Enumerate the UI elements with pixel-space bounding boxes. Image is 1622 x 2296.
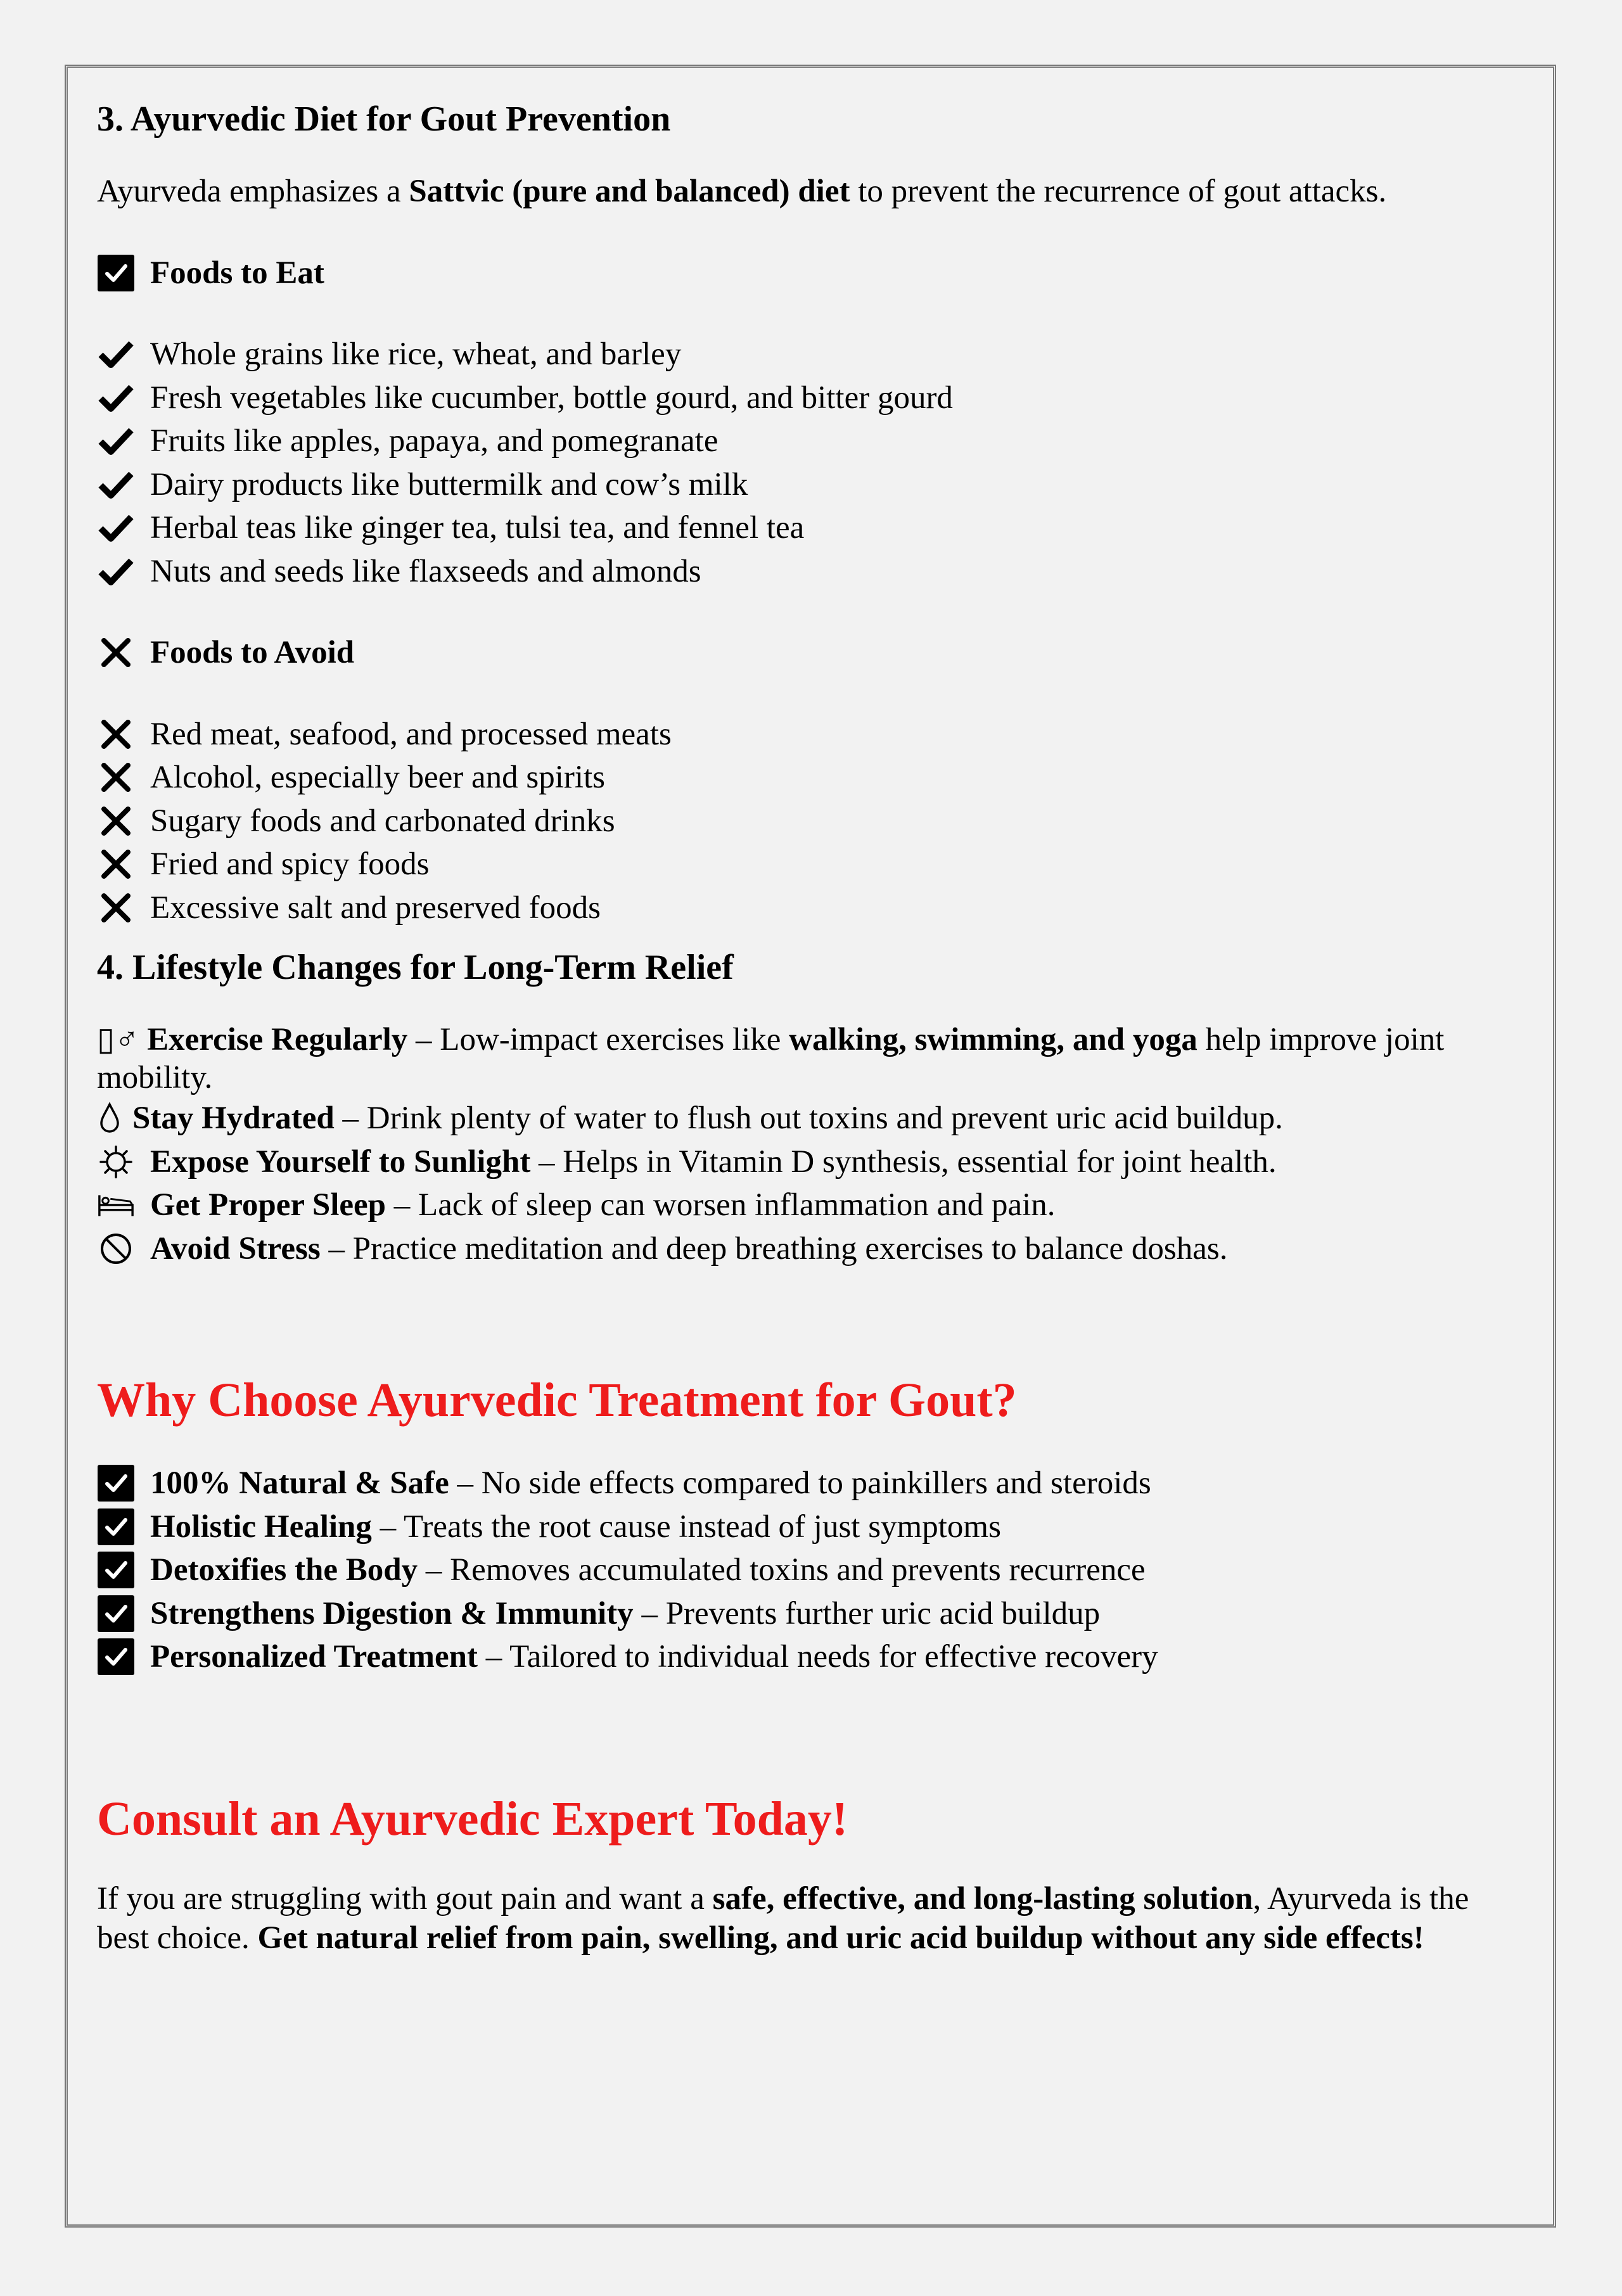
lifestyle-item-bold: Exercise Regularly	[147, 1022, 408, 1057]
lifestyle-item-bold: walking, swimming, and yoga	[789, 1022, 1197, 1057]
checkbox-checked-icon	[97, 1551, 135, 1589]
lifestyle-item-text: – Low-impact exercises like	[407, 1022, 789, 1057]
lifestyle-item	[97, 1140, 1510, 1184]
list-item	[97, 713, 1510, 756]
diet-intro-text: Ayurveda emphasizes a	[97, 174, 409, 209]
benefit-item	[97, 1635, 1510, 1679]
sun-icon	[97, 1143, 135, 1181]
consult-text: , Ayurveda is the best choice.	[97, 1880, 1469, 1956]
list-item-text: Nuts and seeds like flaxseeds and almonds	[150, 553, 701, 589]
consult-heading: Consult an Ayurvedic Expert Today!	[97, 1792, 848, 1846]
list-item-text: Whole grains like rice, wheat, and barley	[150, 336, 682, 372]
list-item	[97, 333, 1510, 376]
list-item	[97, 886, 1510, 930]
list-item	[97, 550, 1510, 594]
list-item-text: Excessive salt and preserved foods	[150, 890, 601, 926]
check-mark-icon	[97, 379, 135, 417]
person-exercising-icon: ▯♂	[97, 1022, 139, 1057]
list-item-text: Sugary foods and carbonated drinks	[150, 803, 615, 839]
diet-intro-suffix: to prevent the recurrence of gout attacks.	[850, 174, 1387, 209]
cross-mark-icon	[97, 758, 135, 796]
diet-heading: 3. Ayurvedic Diet for Gout Prevention	[97, 99, 671, 139]
lifestyle-item	[97, 1227, 1510, 1271]
lifestyle-item-bold: Get Proper Sleep	[150, 1187, 386, 1223]
lifestyle-item-bold: Stay Hydrated	[132, 1100, 335, 1136]
benefit-item-text: – Prevents further uric acid buildup	[633, 1595, 1101, 1631]
list-item-text: Dairy products like buttermilk and cow’s milk	[150, 466, 748, 502]
benefit-item-text: – No side effects compared to painkillers and steroids	[449, 1465, 1151, 1501]
benefit-item-bold: Strengthens Digestion & Immunity	[150, 1595, 634, 1631]
benefit-item-text: – Removes accumulated toxins and prevents recurrence	[418, 1552, 1146, 1588]
consult-bold: Get natural relief from pain, swelling, and uric acid buildup without any side effects!	[257, 1920, 1424, 1956]
foods-to-avoid-label: Foods to Avoid	[150, 635, 355, 670]
foods-to-eat-title	[97, 252, 1510, 295]
cross-mark-icon	[97, 715, 135, 753]
checkbox-checked-icon	[97, 1508, 135, 1546]
bed-icon	[97, 1186, 135, 1224]
foods-to-eat-list	[97, 333, 1510, 593]
lifestyle-item-text: – Practice meditation and deep breathing exercises to balance doshas.	[320, 1230, 1228, 1266]
list-item	[97, 376, 1510, 420]
lifestyle-heading: 4. Lifestyle Changes for Long-Term Relief	[97, 948, 734, 987]
checkbox-checked-icon	[97, 1464, 135, 1502]
cross-mark-icon	[97, 845, 135, 883]
water-drop-icon	[97, 1099, 122, 1137]
lifestyle-item-text: – Drink plenty of water to flush out toxins and prevent uric acid buildup.	[334, 1100, 1283, 1136]
foods-to-eat-label: Foods to Eat	[150, 255, 324, 291]
why-choose-list	[97, 1462, 1510, 1679]
document-content	[97, 95, 1510, 1958]
check-mark-icon	[97, 509, 135, 547]
benefit-item	[97, 1462, 1510, 1505]
diet-intro	[97, 170, 1510, 214]
consult-paragraph	[97, 1879, 1510, 1958]
why-choose-heading: Why Choose Ayurvedic Treatment for Gout?	[97, 1374, 1017, 1427]
lifestyle-item-bold: Avoid Stress	[150, 1230, 321, 1266]
benefit-item-text: – Tailored to individual needs for effective recovery	[477, 1639, 1158, 1674]
check-mark-icon	[97, 466, 135, 504]
consult-bold: safe, effective, and long-lasting solution	[712, 1880, 1253, 1917]
no-entry-icon	[97, 1230, 135, 1268]
benefit-item	[97, 1548, 1510, 1592]
benefit-item-bold: Holistic Healing	[150, 1508, 372, 1545]
benefit-item-bold: 100% Natural & Safe	[150, 1465, 449, 1501]
list-item-text: Alcohol, especially beer and spirits	[150, 760, 606, 795]
lifestyle-list	[97, 1021, 1510, 1270]
lifestyle-item-exercise	[97, 1021, 1510, 1097]
lifestyle-item-bold: Expose Yourself to Sunlight	[150, 1144, 531, 1180]
benefit-item-text: – Treats the root cause instead of just symptoms	[371, 1508, 1001, 1545]
list-item	[97, 756, 1510, 800]
list-item-text: Fresh vegetables like cucumber, bottle gourd, and bitter gourd	[150, 379, 953, 416]
benefit-item-bold: Detoxifies the Body	[150, 1552, 418, 1588]
check-mark-icon	[97, 552, 135, 590]
foods-to-avoid-title	[97, 631, 1510, 675]
lifestyle-item-text: – Helps in Vitamin D synthesis, essential for joint health.	[530, 1144, 1277, 1180]
checkbox-checked-icon	[97, 254, 135, 292]
list-item-text: Fried and spicy foods	[150, 846, 430, 882]
list-item-text: Herbal teas like ginger tea, tulsi tea, and fennel tea	[150, 510, 805, 545]
cross-mark-icon	[97, 889, 135, 927]
benefit-item-bold: Personalized Treatment	[150, 1639, 478, 1674]
benefit-item	[97, 1505, 1510, 1549]
list-item	[97, 463, 1510, 507]
list-item	[97, 419, 1510, 463]
list-item-text: Fruits like apples, papaya, and pomegranate	[150, 423, 718, 459]
list-item	[97, 506, 1510, 550]
cross-mark-icon	[97, 802, 135, 840]
lifestyle-item	[97, 1097, 1510, 1140]
list-item	[97, 800, 1510, 843]
benefit-item	[97, 1592, 1510, 1636]
lifestyle-item-text: – Lack of sleep can worsen inflammation and pain.	[386, 1187, 1056, 1223]
list-item-text: Red meat, seafood, and processed meats	[150, 716, 672, 752]
consult-text: If you are struggling with gout pain and want a	[97, 1880, 713, 1917]
diet-intro-bold: Sattvic (pure and balanced) diet	[409, 174, 850, 209]
checkbox-checked-icon	[97, 1638, 135, 1676]
checkbox-checked-icon	[97, 1595, 135, 1633]
check-mark-icon	[97, 422, 135, 460]
lifestyle-item	[97, 1183, 1510, 1227]
lifestyle-item-text: help improve joint mobility.	[97, 1022, 1445, 1095]
list-item	[97, 843, 1510, 886]
check-mark-icon	[97, 335, 135, 373]
foods-to-avoid-list	[97, 713, 1510, 930]
cross-mark-icon	[97, 634, 135, 672]
